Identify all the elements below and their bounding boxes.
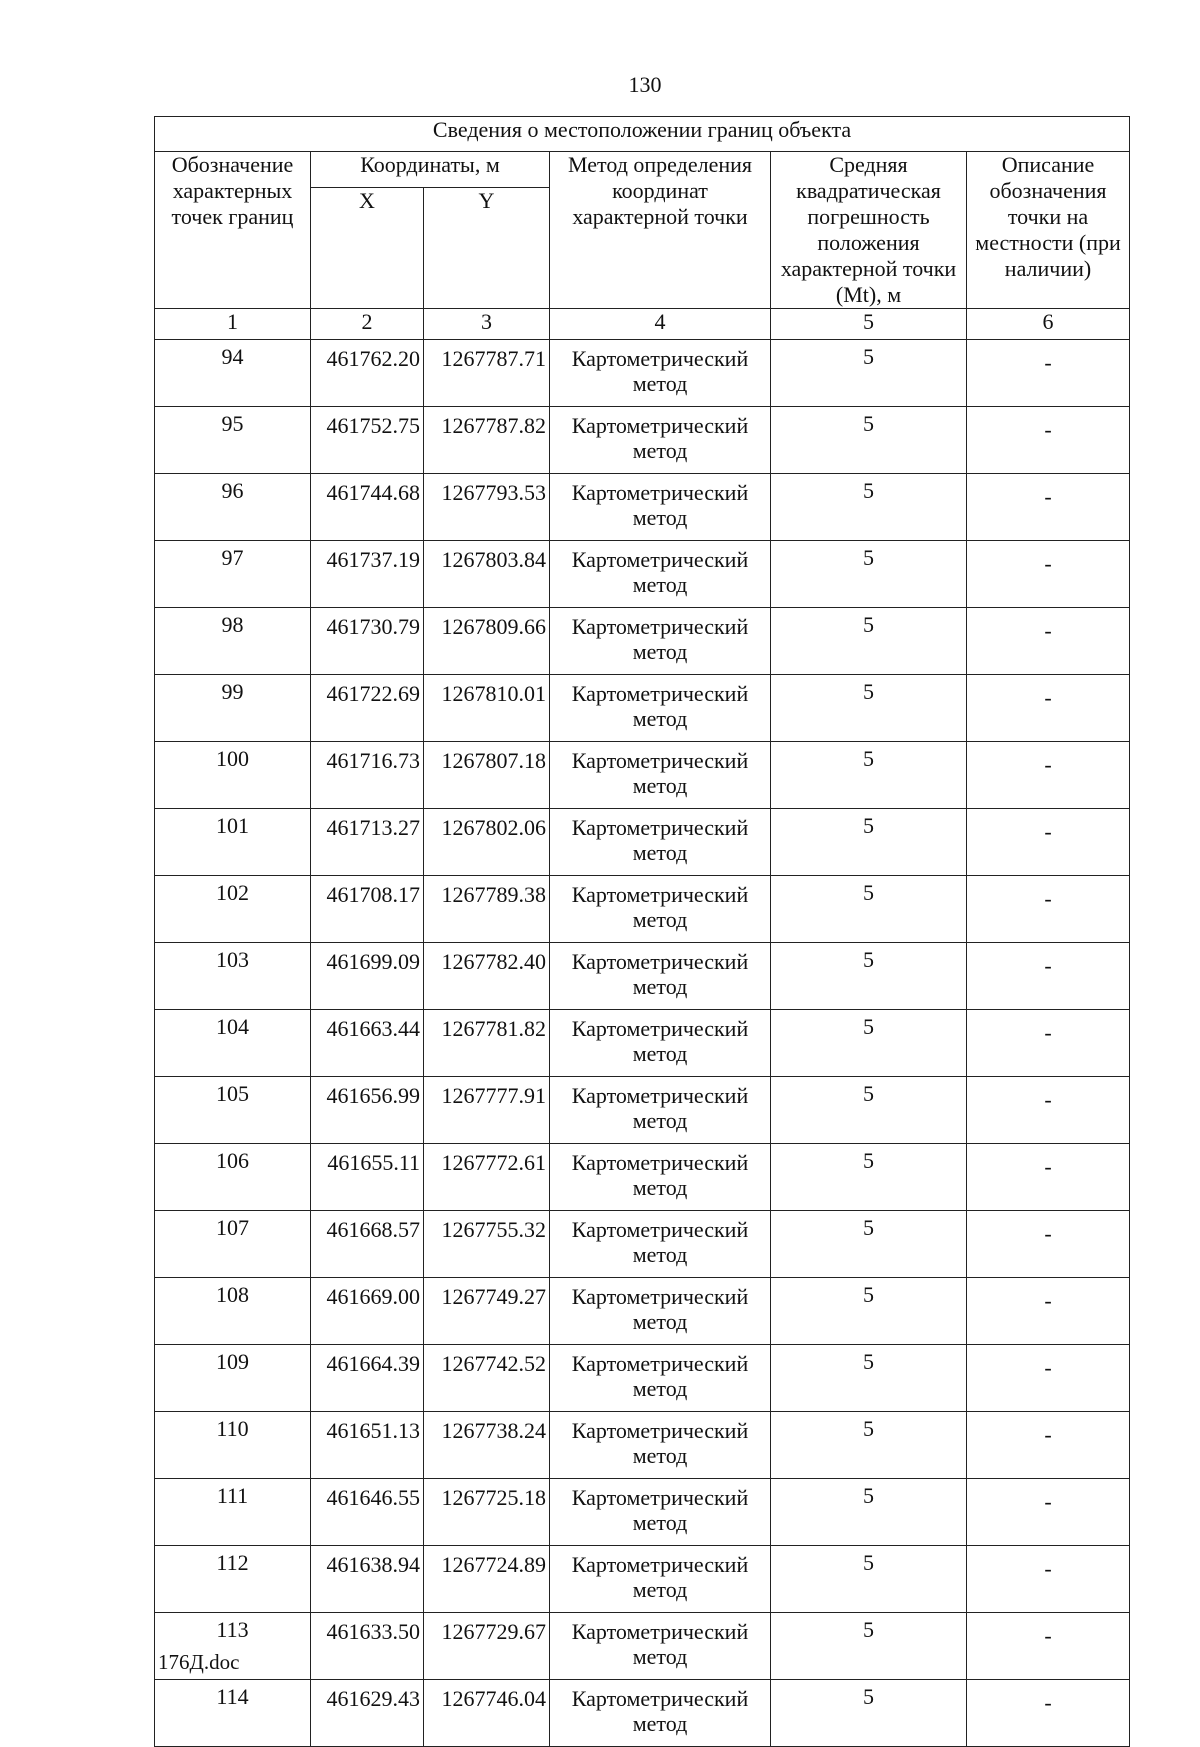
method-text: Картометрический: [571, 882, 749, 907]
method-text-line2: метод: [632, 1510, 688, 1535]
x-coordinate-cell: 461663.44: [311, 1010, 424, 1077]
table-row: [155, 474, 1130, 541]
method-cell: [550, 1546, 771, 1613]
table-row: [155, 541, 1130, 608]
table-row: [155, 1211, 1130, 1278]
y-coordinate-cell: 1267807.18: [424, 742, 550, 809]
method-text: Картометрический: [571, 480, 749, 505]
mean-error-cell: 5: [771, 1479, 967, 1546]
table-row: [155, 943, 1130, 1010]
table-caption: Сведения о местоположении границ объекта: [155, 117, 1130, 152]
x-coordinate-cell: 461699.09: [311, 943, 424, 1010]
point-id-cell: 102: [155, 876, 311, 943]
point-id-cell: 98: [155, 608, 311, 675]
method-text: Картометрический: [571, 1686, 749, 1711]
description-cell: -: [967, 1211, 1130, 1278]
point-id-cell: 101: [155, 809, 311, 876]
y-coordinate-cell: 1267729.67: [424, 1613, 550, 1680]
description-cell: -: [967, 742, 1130, 809]
point-id-cell: 105: [155, 1077, 311, 1144]
description-cell: -: [967, 474, 1130, 541]
method-text-line2: метод: [632, 505, 688, 530]
table-row: [155, 1278, 1130, 1345]
table-row: [155, 742, 1130, 809]
method-text: Картометрический: [571, 1284, 749, 1309]
page-number: 130: [628, 72, 662, 97]
x-coordinate-cell: 461629.43: [311, 1680, 424, 1747]
method-cell: [550, 1211, 771, 1278]
table-row: [155, 1680, 1130, 1747]
point-id-cell: 110: [155, 1412, 311, 1479]
method-text-line2: метод: [632, 438, 688, 463]
method-text-line2: метод: [632, 1577, 688, 1602]
method-cell: [550, 1077, 771, 1144]
mean-error-cell: 5: [771, 1278, 967, 1345]
x-coordinate-cell: 461752.75: [311, 407, 424, 474]
method-text: Картометрический: [571, 1016, 749, 1041]
mean-error-cell: 5: [771, 474, 967, 541]
point-id-cell: 112: [155, 1546, 311, 1613]
column-number: 6: [967, 309, 1130, 340]
x-coordinate-cell: 461730.79: [311, 608, 424, 675]
method-cell: [550, 943, 771, 1010]
mean-error-cell: 5: [771, 1077, 967, 1144]
x-coordinate-cell: 461744.68: [311, 474, 424, 541]
column-number: 3: [424, 309, 550, 340]
description-cell: -: [967, 675, 1130, 742]
mean-error-cell: 5: [771, 541, 967, 608]
x-coordinate-cell: 461713.27: [311, 809, 424, 876]
x-coordinate-cell: 461716.73: [311, 742, 424, 809]
table-row: [155, 1479, 1130, 1546]
y-coordinate-cell: 1267809.66: [424, 608, 550, 675]
method-cell: [550, 1278, 771, 1345]
method-cell: [550, 742, 771, 809]
table-row: [155, 1412, 1130, 1479]
table-row: [155, 1546, 1130, 1613]
mean-error-cell: 5: [771, 608, 967, 675]
y-coordinate-cell: 1267725.18: [424, 1479, 550, 1546]
x-coordinate-cell: 461656.99: [311, 1077, 424, 1144]
x-coordinate-cell: 461655.11: [311, 1144, 424, 1211]
mean-error-cell: 5: [771, 1211, 967, 1278]
point-id-cell: 107: [155, 1211, 311, 1278]
method-text: Картометрический: [571, 1217, 749, 1242]
point-id-cell: 104: [155, 1010, 311, 1077]
x-coordinate-cell: 461664.39: [311, 1345, 424, 1412]
column-number: 1: [155, 309, 311, 340]
method-text: Картометрический: [571, 614, 749, 639]
table-row: [155, 608, 1130, 675]
method-cell: [550, 407, 771, 474]
description-cell: -: [967, 1680, 1130, 1747]
point-id-cell: 114: [155, 1680, 311, 1747]
description-cell: -: [967, 1412, 1130, 1479]
point-id-cell: 109: [155, 1345, 311, 1412]
point-id-cell: 103: [155, 943, 311, 1010]
mean-error-cell: 5: [771, 407, 967, 474]
point-id-cell: 111: [155, 1479, 311, 1546]
description-cell: -: [967, 1077, 1130, 1144]
description-cell: -: [967, 1546, 1130, 1613]
column-number: 5: [771, 309, 967, 340]
table-row: [155, 1077, 1130, 1144]
y-coordinate-cell: 1267724.89: [424, 1546, 550, 1613]
description-cell: -: [967, 1144, 1130, 1211]
mean-error-cell: 5: [771, 809, 967, 876]
method-cell: [550, 1010, 771, 1077]
y-coordinate-cell: 1267793.53: [424, 474, 550, 541]
method-text: Картометрический: [571, 681, 749, 706]
method-text: Картометрический: [571, 1150, 749, 1175]
x-coordinate-cell: 461651.13: [311, 1412, 424, 1479]
header-designation: Обозначение характерных точек границ: [155, 152, 311, 309]
x-coordinate-cell: 461668.57: [311, 1211, 424, 1278]
method-text: Картометрический: [571, 1485, 749, 1510]
mean-error-cell: 5: [771, 1144, 967, 1211]
mean-error-cell: 5: [771, 1345, 967, 1412]
point-id-cell: 113: [155, 1613, 311, 1680]
method-text: Картометрический: [571, 748, 749, 773]
caption-row: [155, 117, 1130, 152]
method-text-line2: метод: [632, 1443, 688, 1468]
point-id-cell: 94: [155, 340, 311, 407]
footer-filename: 176Д.doc: [158, 1650, 240, 1674]
header-description: Описание обозначения точки на местности (при наличии): [967, 152, 1130, 309]
description-cell: -: [967, 876, 1130, 943]
method-text-line2: метод: [632, 572, 688, 597]
method-cell: [550, 1412, 771, 1479]
method-cell: [550, 809, 771, 876]
point-id-cell: 100: [155, 742, 311, 809]
y-coordinate-cell: 1267738.24: [424, 1412, 550, 1479]
x-coordinate-cell: 461737.19: [311, 541, 424, 608]
mean-error-cell: 5: [771, 1546, 967, 1613]
table-row: [155, 1345, 1130, 1412]
mean-error-cell: 5: [771, 675, 967, 742]
column-number-row: [155, 309, 1130, 340]
method-text: Картометрический: [571, 1418, 749, 1443]
method-text: Картометрический: [571, 1619, 749, 1644]
table-row: [155, 675, 1130, 742]
mean-error-cell: 5: [771, 1010, 967, 1077]
point-id-cell: 95: [155, 407, 311, 474]
header-coordinates: Координаты, м: [311, 152, 550, 188]
mean-error-cell: 5: [771, 1412, 967, 1479]
method-text: Картометрический: [571, 547, 749, 572]
method-cell: [550, 1479, 771, 1546]
method-cell: [550, 675, 771, 742]
method-text-line2: метод: [632, 371, 688, 396]
method-cell: [550, 1345, 771, 1412]
x-coordinate-cell: 461638.94: [311, 1546, 424, 1613]
header-mean-error: Средняя квадратическая погрешность положения характерной точки (Mt), м: [771, 152, 967, 309]
method-text-line2: метод: [632, 1644, 688, 1669]
y-coordinate-cell: 1267787.71: [424, 340, 550, 407]
x-coordinate-cell: 461669.00: [311, 1278, 424, 1345]
mean-error-cell: 5: [771, 340, 967, 407]
description-cell: -: [967, 1479, 1130, 1546]
table-row: [155, 809, 1130, 876]
method-text-line2: метод: [632, 706, 688, 731]
description-cell: -: [967, 608, 1130, 675]
method-text: Картометрический: [571, 1351, 749, 1376]
method-text: Картометрический: [571, 413, 749, 438]
mean-error-cell: 5: [771, 943, 967, 1010]
mean-error-cell: 5: [771, 876, 967, 943]
description-cell: -: [967, 1345, 1130, 1412]
column-number: 4: [550, 309, 771, 340]
method-text: Картометрический: [571, 815, 749, 840]
description-cell: -: [967, 943, 1130, 1010]
table-row: [155, 1144, 1130, 1211]
y-coordinate-cell: 1267742.52: [424, 1345, 550, 1412]
column-number: 2: [311, 309, 424, 340]
table-row: [155, 1010, 1130, 1077]
point-id-cell: 99: [155, 675, 311, 742]
y-coordinate-cell: 1267755.32: [424, 1211, 550, 1278]
table-row: [155, 340, 1130, 407]
method-text-line2: метод: [632, 1175, 688, 1200]
y-coordinate-cell: 1267772.61: [424, 1144, 550, 1211]
method-text-line2: метод: [632, 1242, 688, 1267]
method-cell: [550, 876, 771, 943]
method-text: Картометрический: [571, 949, 749, 974]
header-x: X: [311, 188, 424, 309]
x-coordinate-cell: 461722.69: [311, 675, 424, 742]
method-text-line2: метод: [632, 639, 688, 664]
x-coordinate-cell: 461633.50: [311, 1613, 424, 1680]
y-coordinate-cell: 1267746.04: [424, 1680, 550, 1747]
description-cell: -: [967, 809, 1130, 876]
header-y: Y: [424, 188, 550, 309]
method-text-line2: метод: [632, 1376, 688, 1401]
table-row: [155, 1613, 1130, 1680]
x-coordinate-cell: 461762.20: [311, 340, 424, 407]
x-coordinate-cell: 461708.17: [311, 876, 424, 943]
method-text: Картометрический: [571, 346, 749, 371]
y-coordinate-cell: 1267782.40: [424, 943, 550, 1010]
y-coordinate-cell: 1267810.01: [424, 675, 550, 742]
method-text-line2: метод: [632, 1041, 688, 1066]
point-id-cell: 97: [155, 541, 311, 608]
method-text-line2: метод: [632, 907, 688, 932]
y-coordinate-cell: 1267803.84: [424, 541, 550, 608]
method-text-line2: метод: [632, 1108, 688, 1133]
method-text: Картометрический: [571, 1552, 749, 1577]
description-cell: -: [967, 340, 1130, 407]
method-cell: [550, 474, 771, 541]
y-coordinate-cell: 1267777.91: [424, 1077, 550, 1144]
point-id-cell: 106: [155, 1144, 311, 1211]
description-cell: -: [967, 541, 1130, 608]
method-text-line2: метод: [632, 1309, 688, 1334]
description-cell: -: [967, 407, 1130, 474]
description-cell: -: [967, 1613, 1130, 1680]
y-coordinate-cell: 1267749.27: [424, 1278, 550, 1345]
boundary-points-table: [154, 116, 1130, 1747]
point-id-cell: 96: [155, 474, 311, 541]
method-text-line2: метод: [632, 1711, 688, 1736]
header-row: [155, 152, 1130, 188]
mean-error-cell: 5: [771, 742, 967, 809]
point-id-cell: 108: [155, 1278, 311, 1345]
method-cell: [550, 1613, 771, 1680]
method-cell: [550, 608, 771, 675]
method-cell: [550, 541, 771, 608]
y-coordinate-cell: 1267787.82: [424, 407, 550, 474]
method-cell: [550, 1144, 771, 1211]
method-text-line2: метод: [632, 773, 688, 798]
mean-error-cell: 5: [771, 1613, 967, 1680]
table-body: [155, 117, 1130, 1747]
table-row: [155, 876, 1130, 943]
description-cell: -: [967, 1010, 1130, 1077]
x-coordinate-cell: 461646.55: [311, 1479, 424, 1546]
table-row: [155, 407, 1130, 474]
y-coordinate-cell: 1267781.82: [424, 1010, 550, 1077]
y-coordinate-cell: 1267802.06: [424, 809, 550, 876]
method-text: Картометрический: [571, 1083, 749, 1108]
description-cell: -: [967, 1278, 1130, 1345]
mean-error-cell: 5: [771, 1680, 967, 1747]
y-coordinate-cell: 1267789.38: [424, 876, 550, 943]
method-cell: [550, 340, 771, 407]
method-text-line2: метод: [632, 974, 688, 999]
method-cell: [550, 1680, 771, 1747]
method-text-line2: метод: [632, 840, 688, 865]
header-method: Метод определения координат характерной точки: [550, 152, 771, 309]
